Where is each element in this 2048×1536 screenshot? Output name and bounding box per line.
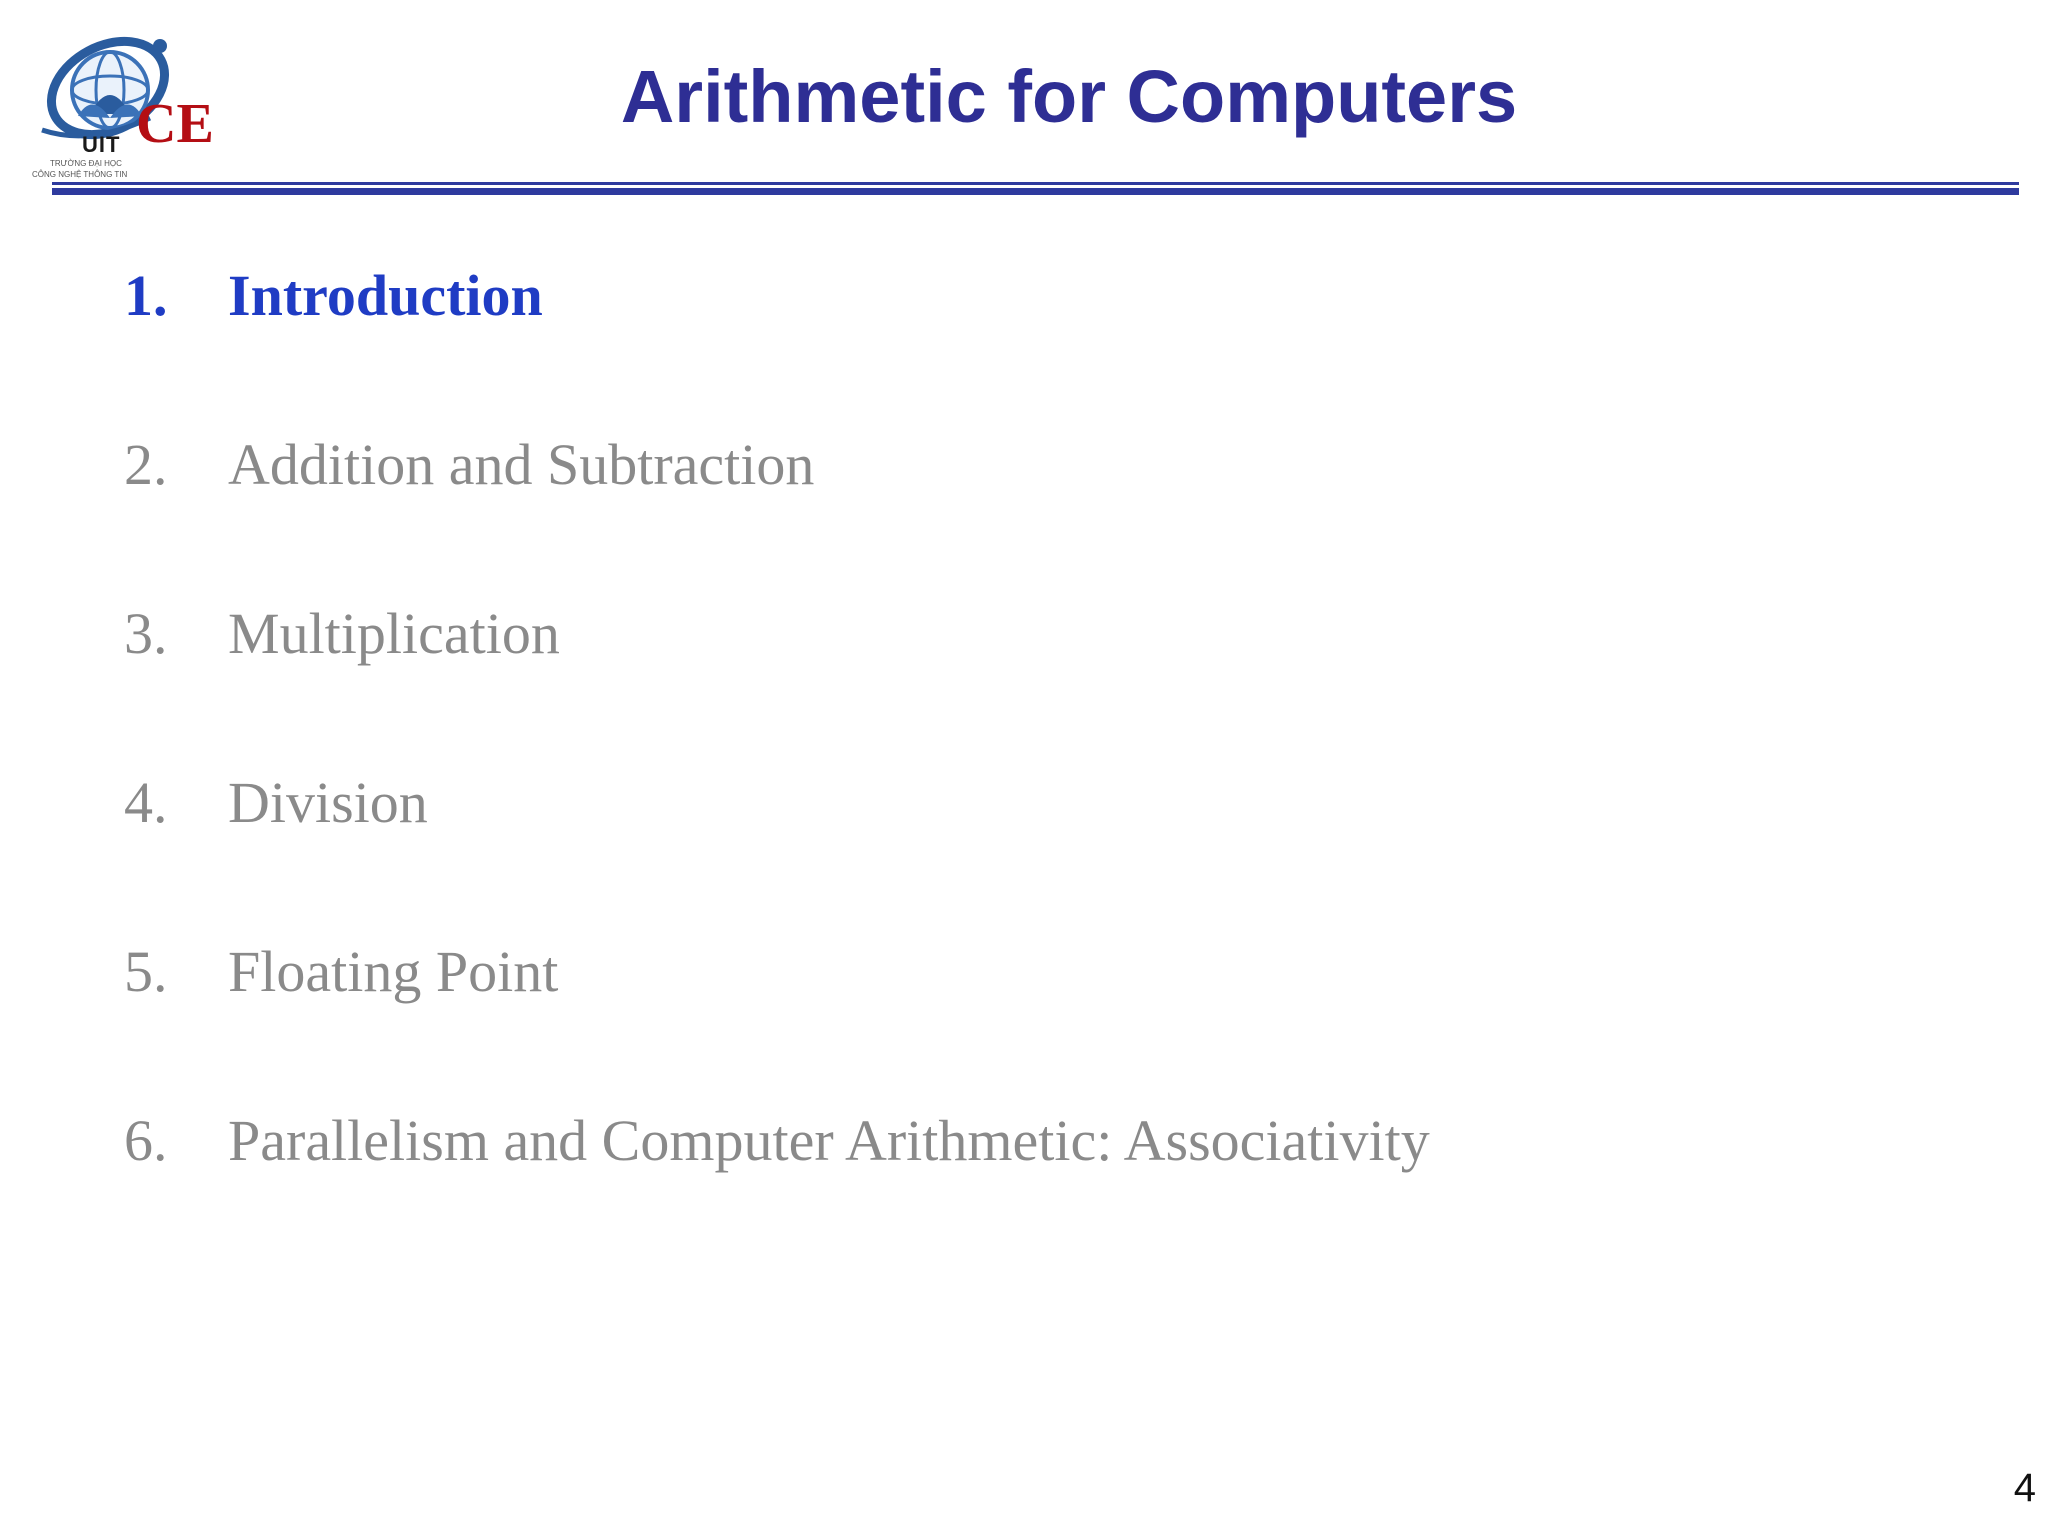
agenda-item-label: Floating Point — [228, 939, 559, 1004]
agenda-item-addition-subtraction — [124, 431, 1430, 600]
title-divider-thick — [52, 188, 2019, 195]
agenda-item-parallelism — [124, 1107, 1430, 1276]
agenda-list — [124, 262, 1430, 1276]
title-divider-thin — [52, 182, 2019, 185]
logo-uit-text: UIT — [82, 132, 121, 157]
logo-subtitle-line1: TRƯỜNG ĐẠI HỌC — [50, 159, 122, 168]
logo-ce-text: CE — [136, 93, 214, 155]
agenda-item-multiplication — [124, 600, 1430, 769]
agenda-item-floating-point — [124, 938, 1430, 1107]
agenda-item-label: Addition and Subtraction — [228, 432, 815, 497]
agenda-item-number: 2. — [124, 432, 168, 497]
agenda-item-label: Division — [228, 770, 428, 835]
agenda-item-introduction — [124, 262, 1430, 431]
page-number: 4 — [2013, 1466, 2036, 1510]
logo-subtitle-line2: CÔNG NGHỆ THÔNG TIN — [32, 170, 128, 179]
slide-title: Arithmetic for Computers — [620, 55, 1518, 138]
agenda-item-label: Introduction — [228, 263, 543, 328]
agenda-item-number: 5. — [124, 939, 168, 1004]
agenda-item-division — [124, 769, 1430, 938]
agenda-item-number: 3. — [124, 601, 168, 666]
agenda-item-number: 1. — [124, 263, 168, 328]
agenda-item-number: 6. — [124, 1108, 168, 1173]
agenda-item-number: 4. — [124, 770, 168, 835]
agenda-item-label: Multiplication — [228, 601, 560, 666]
agenda-item-label: Parallelism and Computer Arithmetic: Associativity — [228, 1108, 1430, 1173]
